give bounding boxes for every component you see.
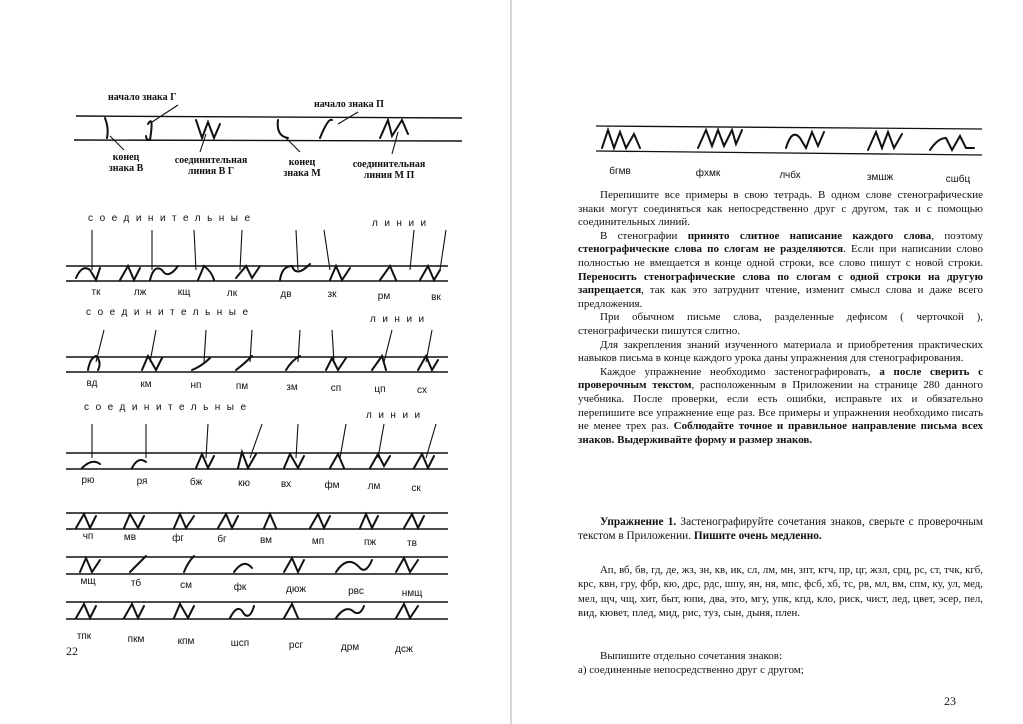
row4-label: чп [82,531,94,542]
callout-start-g: начало знака Г [108,92,177,103]
row4-label: тв [407,538,417,549]
row4-label: мв [123,532,137,543]
sub-item-a: а) соединенные непосредственно друг с другом; [578,664,804,676]
row5-label: дюж [286,584,306,595]
paragraph [578,366,983,448]
paragraph-text-run: При обычном письме слова, разделенные дефисом ( черточкой ), стенографически пишутся слитно. [578,311,983,337]
row6-label: дсж [395,644,413,655]
row3-label: вх [280,479,292,490]
exercise-body: Ап, вб, бв, гд, де, жз, зн, кв, ик, сл, лм, мн, зпт, ктч, пр, цг, жзл, срц, рс, ст, тчк, кгб, крс, квн, гру, фбр, кю, дрс, рдс, шпу, ян, ня, мпс, фсб, хб, тс, рв, мл, вм, спм, ку, ул, мед, мел, щч, чщ, хит, быт, юпи, два, это, мгу, упк, кпд, кло, риск, чист, лед, цвет, эсер, пел, вид, кювет, плед, мид, рис, туз, сын, дыня, плен. [578,564,983,620]
callout-link-vg [166,155,256,177]
row1-label: тк [91,287,101,298]
row5-label: нмщ [401,588,423,599]
row3-label: лм [367,481,381,492]
paragraph-text-run: , так как это затруднит чтение, изменит смысл слова и даже всего предложения. [578,284,983,310]
row3-label: бж [189,477,203,488]
callout-link-mp-line2: линия М П [363,170,415,181]
paragraph-text-run: В стенографии [600,229,688,242]
top-row-label: лчбх [779,170,801,181]
row4-label: бг [217,534,227,545]
row6-label: шсп [230,638,250,649]
row6-label: тпк [76,631,92,642]
exercise-title-text: Застенографируйте сочетания знаков, сверьте с проверочным текстом в Приложении. [578,516,983,542]
row1-label: дв [280,289,292,300]
page-number-right: 23 [944,694,956,708]
row3-label: фм [324,480,340,491]
paragraph-text-run: Для закрепления знаний изученного материала и приобретения практических навыков письма в конце каждого урока даны упражнения для стенографирования. [578,338,983,365]
row1-label: лк [226,288,238,299]
section-heading-1-left: соединительные [88,213,257,224]
row3-label: рю [81,475,95,486]
page-number-left: 22 [66,644,78,658]
row3-label: кю [238,478,250,489]
paragraph-text-run: Перепишите все примеры в свою тетрадь. В одном слове стенографические знаки могут соединяться как непосредственно друг с другом, так и с помощью соединительных линий. [578,189,983,229]
top-row-label: змшж [866,172,894,183]
row4-label: мп [311,536,325,547]
callout-start-p: начало знака П [314,99,384,110]
section-heading-2-right: линии [370,314,431,325]
callout-end-m [272,157,332,179]
exercise-title [578,515,983,543]
paragraph-text-run: . Если при написании слово полностью не вмещается в конце одной строки, все слово пишут с новой строки. [578,243,983,269]
body-paragraphs [578,189,983,447]
row6-label: рсг [288,640,304,651]
row2-label: зм [286,382,298,393]
section-heading-1-right: линии [372,218,433,229]
paragraph-bold-run: принято слитное написание каждого слова [687,229,932,242]
top-row-label: бгмв [609,166,631,177]
top-row-label: фхмк [695,168,721,179]
row2-label: цп [374,384,386,395]
row6-label: пкм [127,634,145,645]
row1-label: вк [431,292,441,303]
paragraph-text-run: , расположенным в Приложении на странице 280 данного учебника. После проверки, если есть ошибки, исправьте их и обязательно перепишите все упражнение еще раз. Все примеры и упражнения необходимо писать не менее трех раз. [578,379,983,433]
right-page [512,0,1023,724]
paragraph-bold-run: стенографические слова по слогам не разделяются [578,243,844,256]
exercise-title-bold: Упражнение 1. [600,516,677,528]
row1-label: кщ [177,287,191,298]
row1-label: рм [377,291,391,302]
row3-label: ря [136,476,148,487]
row4-label: фг [172,533,184,544]
shorthand-staves [0,0,510,724]
row1-label: лж [133,287,147,298]
paragraph-bold-run: Переносить стенографические слова по слогам с одной строки на другую запрещается [578,270,983,297]
row6-label: кпм [177,636,195,647]
paragraph-text-run: , поэтому [931,229,984,242]
paragraph-bold-run: а после сверить с проверочным текстом [578,365,983,392]
callout-end-m-line2: знака М [283,168,321,179]
callout-link-mp [344,159,434,181]
callout-end-m-line1: конец [288,157,316,168]
paragraph [578,189,983,230]
callout-end-v-line2: знака В [108,163,144,174]
callout-link-mp-line1: соединительная [352,159,426,170]
row3-label: ск [411,483,421,494]
sub-heading: Выпишите отдельно сочетания знаков: [600,650,783,662]
paragraph [578,339,983,366]
row4-label: вм [259,535,273,546]
paragraph [578,311,983,338]
row2-label: сп [330,383,342,394]
callout-link-vg-line2: линия В Г [187,166,235,177]
paragraph-text-run: Каждое упражнение необходимо застенографировать, [600,365,880,378]
section-heading-2-left: соединительные [86,307,255,318]
row6-label: дрм [340,642,360,653]
row1-label: зк [327,289,337,300]
top-row-label: сшбц [945,174,971,185]
row4-label: пж [363,537,377,548]
row5-label: фк [233,582,247,593]
row5-label: мщ [80,576,96,587]
section-heading-3-right: линии [366,410,427,421]
row2-label: нп [190,380,202,391]
row5-label: см [180,580,192,591]
paragraph [578,230,983,312]
exercise-title-tail: Пишите очень медленно. [693,530,822,542]
callout-link-vg-line1: соединительная [174,155,248,166]
left-page [0,0,510,724]
row2-label: вд [86,378,98,389]
callout-end-v-line1: конец [112,152,140,163]
paragraph-bold-run: Соблюдайте точное и правильное направление письма всех знаков. Выдерживайте форму и размер знаков. [578,420,984,446]
section-heading-3-left: соединительные [84,402,253,413]
row2-label: пм [235,381,249,392]
row5-label: рвс [348,586,364,597]
callout-end-v [96,152,156,174]
row2-label: сх [417,385,427,396]
row5-label: тб [130,578,142,589]
row2-label: км [140,379,152,390]
